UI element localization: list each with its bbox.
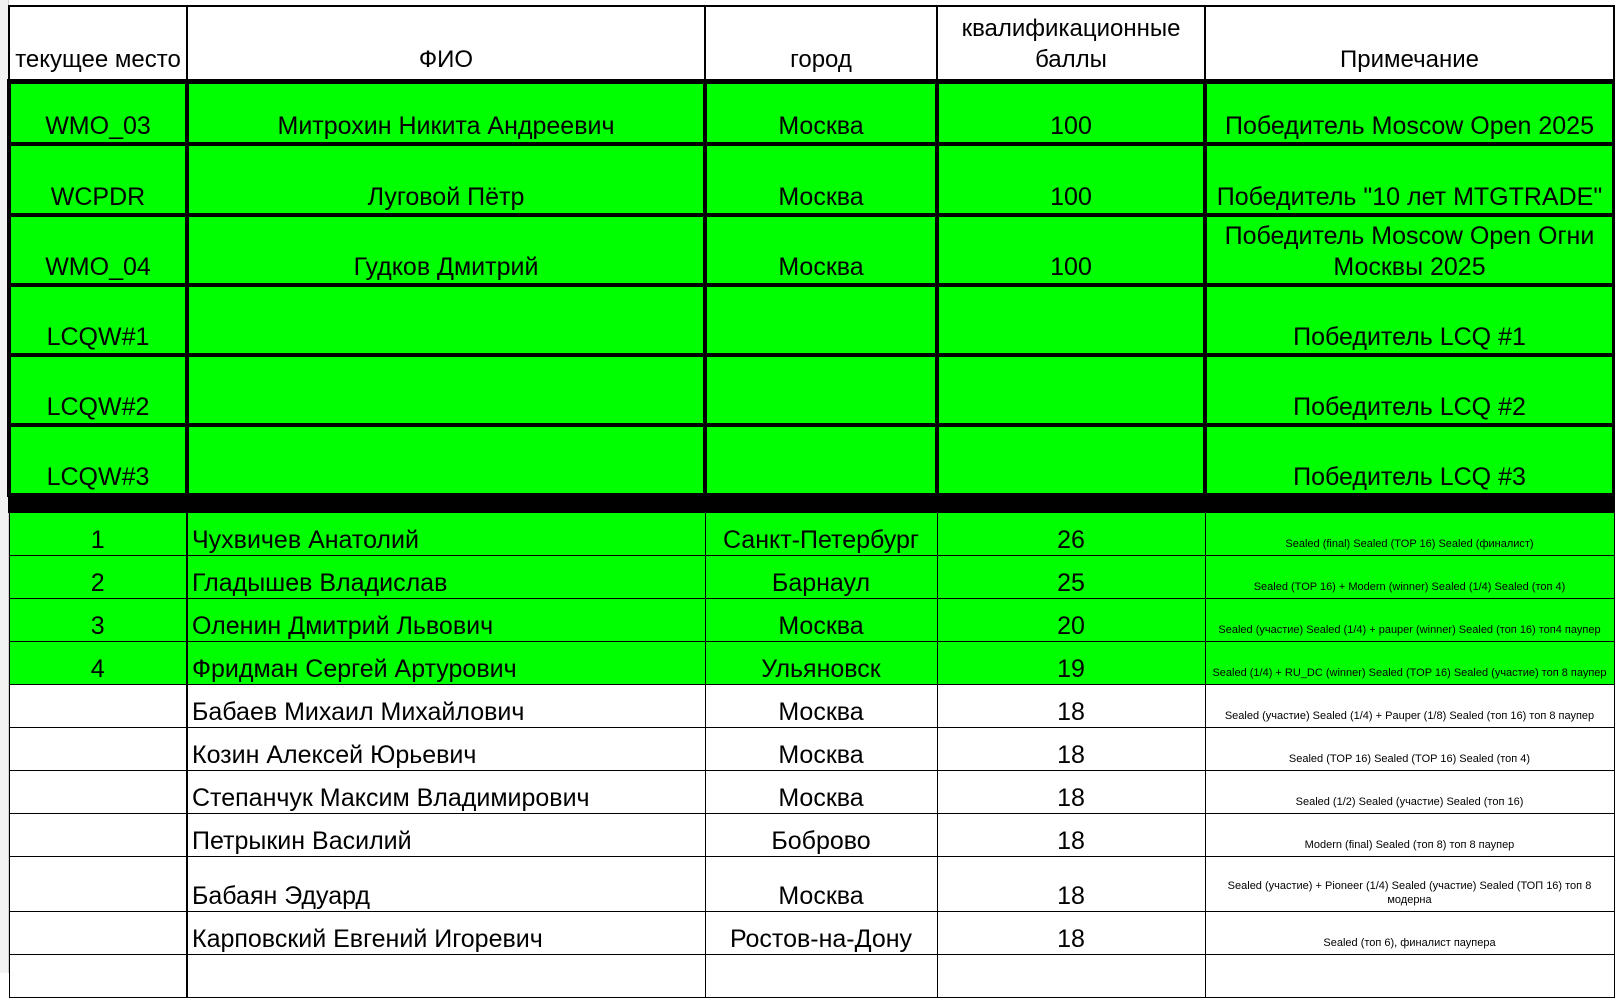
note-cell[interactable]: Победитель Moscow Open Огни Москвы 2025 <box>1205 215 1614 285</box>
name-cell[interactable]: Чухвичев Анатолий <box>187 512 705 556</box>
qualified-row <box>9 144 1614 215</box>
place-cell[interactable]: 3 <box>9 599 187 642</box>
points-cell[interactable]: 19 <box>937 642 1205 685</box>
city-cell[interactable]: Ростов-на-Дону <box>705 912 937 955</box>
name-cell[interactable] <box>187 955 705 998</box>
name-cell[interactable]: Гладышев Владислав <box>187 556 705 599</box>
ranking-row <box>9 556 1614 599</box>
name-cell[interactable]: Фридман Сергей Артурович <box>187 642 705 685</box>
place-cell[interactable]: LCQW#1 <box>9 285 187 355</box>
note-cell[interactable]: Победитель LCQ #2 <box>1205 355 1614 425</box>
divider-cell <box>937 495 1205 512</box>
note-cell[interactable]: Sealed (участие) + Pioneer (1/4) Sealed (участие) Sealed (ТОП 16) топ 8 модерна <box>1205 857 1614 912</box>
city-cell[interactable] <box>705 285 937 355</box>
section-divider <box>9 495 1614 512</box>
name-cell[interactable]: Бабаян Эдуард <box>187 857 705 912</box>
place-cell[interactable] <box>9 955 187 998</box>
header-points[interactable]: квалификационные баллы <box>937 6 1205 82</box>
city-cell[interactable]: Санкт-Петербург <box>705 512 937 556</box>
name-cell[interactable]: Митрохин Никита Андреевич <box>187 82 705 145</box>
qualified-row <box>9 215 1614 285</box>
note-cell[interactable]: Sealed (1/4) + RU_DC (winner) Sealed (TOP 16) Sealed (участие) топ 8 паупер <box>1205 642 1614 685</box>
note-cell[interactable]: Sealed (final) Sealed (TOP 16) Sealed (финалист) <box>1205 512 1614 556</box>
place-cell[interactable] <box>9 728 187 771</box>
city-cell[interactable] <box>705 355 937 425</box>
points-cell[interactable] <box>937 285 1205 355</box>
city-cell[interactable]: Москва <box>705 857 937 912</box>
name-cell[interactable]: Бабаев Михаил Михайлович <box>187 685 705 728</box>
divider-cell <box>187 495 705 512</box>
place-cell[interactable] <box>9 771 187 814</box>
header-row <box>9 6 1614 82</box>
header-name[interactable]: ФИО <box>187 6 705 82</box>
city-cell[interactable]: Москва <box>705 685 937 728</box>
points-cell[interactable] <box>937 425 1205 495</box>
place-cell[interactable]: WMO_04 <box>9 215 187 285</box>
note-cell[interactable]: Sealed (топ 6), финалист паупера <box>1205 912 1614 955</box>
note-cell[interactable]: Победитель LCQ #3 <box>1205 425 1614 495</box>
place-cell[interactable]: 2 <box>9 556 187 599</box>
name-cell[interactable]: Луговой Пётр <box>187 144 705 215</box>
ranking-row <box>9 814 1614 857</box>
place-cell[interactable] <box>9 685 187 728</box>
name-cell[interactable] <box>187 285 705 355</box>
city-cell[interactable]: Москва <box>705 82 937 145</box>
ranking-row <box>9 955 1614 998</box>
ranking-row <box>9 685 1614 728</box>
ranking-row <box>9 771 1614 814</box>
note-cell[interactable]: Победитель LCQ #1 <box>1205 285 1614 355</box>
name-cell[interactable]: Козин Алексей Юрьевич <box>187 728 705 771</box>
note-cell[interactable]: Победитель Moscow Open 2025 <box>1205 82 1614 145</box>
city-cell[interactable]: Москва <box>705 599 937 642</box>
ranking-row <box>9 857 1614 912</box>
ranking-row <box>9 512 1614 556</box>
note-cell[interactable]: Modern (final) Sealed (топ 8) топ 8 паупер <box>1205 814 1614 857</box>
note-cell[interactable]: Sealed (TOP 16) Sealed (TOP 16) Sealed (топ 4) <box>1205 728 1614 771</box>
note-cell[interactable]: Sealed (TOP 16) + Modern (winner) Sealed (1/4) Sealed (топ 4) <box>1205 556 1614 599</box>
name-cell[interactable]: Карповский Евгений Игоревич <box>187 912 705 955</box>
city-cell[interactable]: Москва <box>705 771 937 814</box>
qualified-row <box>9 425 1614 495</box>
name-cell[interactable]: Гудков Дмитрий <box>187 215 705 285</box>
name-cell[interactable]: Оленин Дмитрий Львович <box>187 599 705 642</box>
points-cell[interactable]: 18 <box>937 728 1205 771</box>
points-cell[interactable] <box>937 955 1205 998</box>
note-cell[interactable]: Sealed (участие) Sealed (1/4) + Pauper (1/8) Sealed (топ 16) топ 8 паупер <box>1205 685 1614 728</box>
standings-table <box>7 5 1615 998</box>
points-cell[interactable]: 25 <box>937 556 1205 599</box>
place-cell[interactable] <box>9 857 187 912</box>
points-cell[interactable] <box>937 355 1205 425</box>
points-cell[interactable]: 18 <box>937 685 1205 728</box>
points-cell[interactable]: 18 <box>937 771 1205 814</box>
place-cell[interactable]: WCPDR <box>9 144 187 215</box>
ranking-row <box>9 912 1614 955</box>
ranking-row <box>9 642 1614 685</box>
qualified-row <box>9 355 1614 425</box>
city-cell[interactable] <box>705 955 937 998</box>
name-cell[interactable] <box>187 425 705 495</box>
divider-cell <box>9 495 187 512</box>
header-city[interactable]: город <box>705 6 937 82</box>
note-cell[interactable]: Sealed (участие) Sealed (1/4) + pauper (winner) Sealed (топ 16) топ4 паупер <box>1205 599 1614 642</box>
points-cell[interactable]: 100 <box>937 82 1205 145</box>
city-cell[interactable]: Москва <box>705 728 937 771</box>
note-cell[interactable]: Sealed (1/2) Sealed (участие) Sealed (топ 16) <box>1205 771 1614 814</box>
divider-cell <box>705 495 937 512</box>
city-cell[interactable]: Ульяновск <box>705 642 937 685</box>
points-cell[interactable]: 18 <box>937 814 1205 857</box>
city-cell[interactable] <box>705 425 937 495</box>
city-cell[interactable]: Москва <box>705 144 937 215</box>
city-cell[interactable]: Барнаул <box>705 556 937 599</box>
place-cell[interactable] <box>9 912 187 955</box>
divider-cell <box>1205 495 1614 512</box>
ranking-row <box>9 728 1614 771</box>
place-cell[interactable]: WMO_03 <box>9 82 187 145</box>
points-cell[interactable]: 20 <box>937 599 1205 642</box>
place-cell[interactable]: 4 <box>9 642 187 685</box>
name-cell[interactable]: Петрыкин Василий <box>187 814 705 857</box>
city-cell[interactable]: Боброво <box>705 814 937 857</box>
place-cell[interactable]: LCQW#2 <box>9 355 187 425</box>
note-cell[interactable]: Победитель "10 лет MTGTRADE" <box>1205 144 1614 215</box>
points-cell[interactable]: 18 <box>937 857 1205 912</box>
place-cell[interactable]: LCQW#3 <box>9 425 187 495</box>
points-cell[interactable]: 100 <box>937 215 1205 285</box>
points-cell[interactable]: 26 <box>937 512 1205 556</box>
name-cell[interactable]: Степанчук Максим Владимирович <box>187 771 705 814</box>
qualified-row <box>9 82 1614 145</box>
header-note[interactable]: Примечание <box>1205 6 1614 82</box>
place-cell[interactable] <box>9 814 187 857</box>
qualified-row <box>9 285 1614 355</box>
ranking-row <box>9 599 1614 642</box>
city-cell[interactable]: Москва <box>705 215 937 285</box>
header-place[interactable]: текущее место <box>9 6 187 82</box>
name-cell[interactable] <box>187 355 705 425</box>
place-cell[interactable]: 1 <box>9 512 187 556</box>
points-cell[interactable]: 100 <box>937 144 1205 215</box>
points-cell[interactable]: 18 <box>937 912 1205 955</box>
note-cell[interactable] <box>1205 955 1614 998</box>
